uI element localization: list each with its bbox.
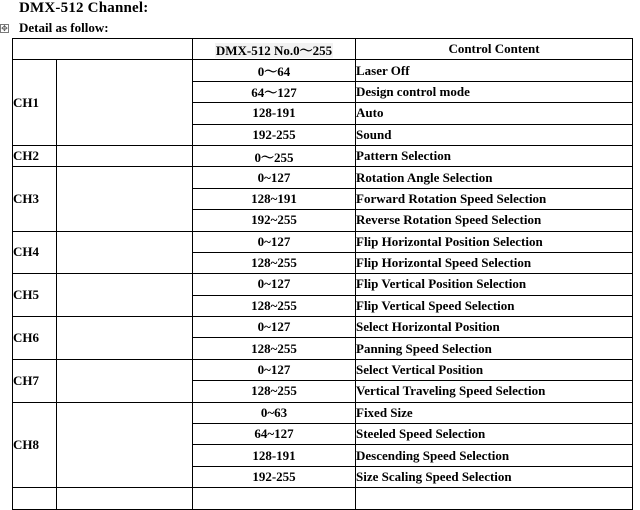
dmx-range-cell: 128~191 [193,188,356,209]
control-content-cell: Panning Speed Selection [356,338,633,359]
table-move-handle-icon[interactable]: ✥ [1,24,8,33]
channel-blank-cell [57,402,193,488]
channel-blank-cell [57,145,193,166]
control-content-cell: Descending Speed Selection [356,445,633,466]
dmx-range-cell: 0~127 [193,167,356,188]
dmx-range-cell: 128~255 [193,252,356,273]
document-subtitle: Detail as follow: [19,20,109,35]
header-dmx-range [193,39,356,60]
table-row [13,274,633,295]
table-row [13,167,633,188]
table-header-row [13,39,633,60]
control-content-cell: Flip Horizontal Speed Selection [356,252,633,273]
table-row [13,488,633,509]
channel-label: CH8 [13,402,57,488]
control-content-cell: Auto [356,103,633,124]
table-row [13,402,633,423]
dmx-range-cell: 0~127 [193,274,356,295]
channel-label: CH7 [13,359,57,402]
channel-blank-cell [57,317,193,360]
control-content-cell: Steeled Speed Selection [356,424,633,445]
control-content-cell: Size Scaling Speed Selection [356,466,633,487]
control-content-cell: Laser Off [356,60,633,81]
channel-blank-cell [57,488,193,509]
control-content-cell: Flip Vertical Position Selection [356,274,633,295]
dmx-range-cell: 192-255 [193,124,356,145]
dmx-range-cell: 192-255 [193,466,356,487]
channel-label: CH1 [13,60,57,146]
table-row [13,145,633,166]
control-content-cell: Select Vertical Position [356,359,633,380]
channel-label: CH3 [13,167,57,231]
header-dmx-range-text: DMX-512 No.0～255 [215,42,333,58]
control-content-cell: Fixed Size [356,402,633,423]
channel-blank-cell [57,231,193,274]
channel-label: CH6 [13,317,57,360]
dmx-range-cell [193,488,356,509]
control-content-cell: Sound [356,124,633,145]
channel-blank-cell [57,274,193,317]
dmx-channel-table [12,38,633,510]
table-row [13,231,633,252]
control-content-cell: Reverse Rotation Speed Selection [356,210,633,231]
control-content-cell: Forward Rotation Speed Selection [356,188,633,209]
channel-blank-cell [57,167,193,231]
channel-label: CH5 [13,274,57,317]
control-content-cell: Vertical Traveling Speed Selection [356,381,633,402]
control-content-cell: Select Horizontal Position [356,317,633,338]
channel-blank-cell [57,359,193,402]
channel-label: CH2 [13,145,57,166]
dmx-range-cell: 0~127 [193,359,356,380]
dmx-range-cell: 192~255 [193,210,356,231]
control-content-cell: Flip Vertical Speed Selection [356,295,633,316]
header-channel [13,39,193,60]
dmx-range-cell: 128-191 [193,103,356,124]
control-content-cell: Rotation Angle Selection [356,167,633,188]
control-content-cell [356,488,633,509]
channel-label: CH4 [13,231,57,274]
header-control-content: Control Content [356,39,633,60]
dmx-range-cell: 0～255 [193,145,356,166]
table-row [13,359,633,380]
dmx-range-cell: 128-191 [193,445,356,466]
dmx-range-cell: 0~127 [193,231,356,252]
channel-blank-cell [57,60,193,146]
channel-label [13,488,57,509]
control-content-cell: Flip Horizontal Position Selection [356,231,633,252]
dmx-range-cell: 0~63 [193,402,356,423]
table-row [13,60,633,81]
dmx-range-cell: 64~127 [193,424,356,445]
control-content-cell: Design control mode [356,81,633,102]
dmx-range-cell: 64～127 [193,81,356,102]
table-row [13,317,633,338]
dmx-range-cell: 128~255 [193,295,356,316]
dmx-range-cell: 0～64 [193,60,356,81]
control-content-cell: Pattern Selection [356,145,633,166]
document-title: DMX-512 Channel: [19,0,149,16]
dmx-range-cell: 128~255 [193,381,356,402]
dmx-range-cell: 0~127 [193,317,356,338]
dmx-range-cell: 128~255 [193,338,356,359]
